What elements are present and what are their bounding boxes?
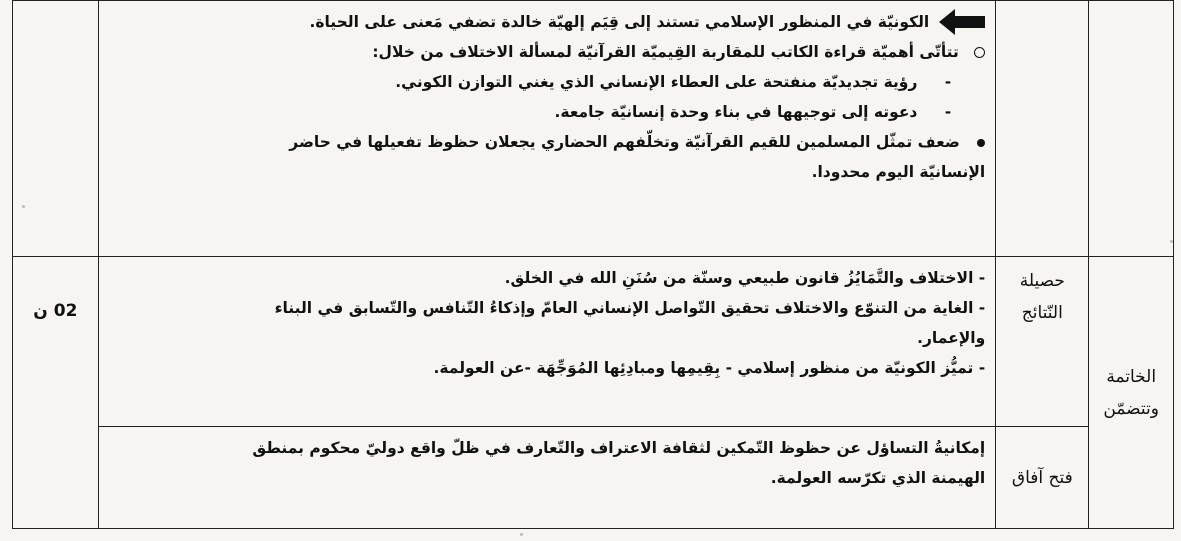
results-label-cell [996,257,1089,427]
scan-speck [1170,240,1173,243]
dash-bullet-icon: - [944,73,952,91]
correction-grid-table [12,0,1174,529]
conclusion-label-1: الخاتمة [1106,366,1157,387]
top-line-6: الإنسانيّة اليوم محدودا. [811,163,986,181]
conclusion-label-2: وتتضمّن [1103,398,1159,419]
bullet-line-circle [111,37,986,67]
results-content-cell [98,257,996,427]
scan-speck [520,533,523,536]
top-line-4: دعوته إلى توجيهها في بناء وحدة إنسانيّة جامعة. [554,103,918,121]
dash-line-2 [111,97,986,127]
dash-bullet-icon: - [944,103,952,121]
dot-bullet-icon [977,139,985,147]
horizons-line-2: الهيمنة الذي تكرّسه العولمة. [770,469,986,487]
scan-speck [22,205,25,208]
horizons-label-cell [996,427,1089,529]
top-line-5: ضعف تمثّل المسلمين للقيم القرآنيّة وتخلّفهم الحضاري يجعلان حظوظ تفعيلها في حاضر [289,133,960,151]
results-label-1: حصيلة [1019,271,1065,291]
top-line-2: تتأتّى أهميّة قراءة الكاتب للمقاربة القِيميّة القرآنيّة لمسألة الاختلاف من خلال: [372,43,959,61]
results-line-3: والإعمار. [917,329,986,347]
top-line-3: رؤية تجديديّة منفتحة على العطاء الإنساني الذي يغني التوازن الكوني. [395,73,918,91]
circle-bullet-icon [974,47,985,58]
table-row-results [13,257,1174,427]
left-arrow-icon [939,9,985,35]
arrow-line [111,7,986,37]
dash-line-1 [111,67,986,97]
horizons-content-cell [98,427,996,529]
grade-cell [13,257,99,529]
element-cell-empty [996,1,1089,257]
results-line-2: - الغاية من التنوّع والاختلاف تحقيق التّواصل الإنساني العامّ وإذكاءُ التّنافس والتّسابق في البناء [274,299,986,317]
results-line-4: - تميُّز الكونيّة من منظور إسلامي - بِقِيمِها ومبادِئِها المُوَجِّهَة -عن العولمة. [433,359,986,377]
horizons-line-1: إمكانيةُ التساؤل عن حظوظ التّمكين لثقافة الاعتراف والتّعارف في ظلّ واقع دوليّ محكوم بمنطق [252,439,986,457]
conclusion-section-cell [1089,257,1174,529]
horizons-label: فتح آفاق [1011,467,1073,488]
grade-value: 02 ن [33,301,78,321]
results-label-2: النّتائج [1021,303,1063,323]
table-row-development [13,1,1174,257]
dot-line [111,127,986,157]
section-cell-empty [1089,1,1174,257]
table-row-horizons [13,427,1174,529]
grade-cell-empty [13,1,99,257]
top-line-1: الكونيّة في المنظور الإسلامي تستند إلى قِيَم إلهيّة خالدة تضفي مَعنى على الحياة. [309,13,930,31]
results-line-1: - الاختلاف والتَّمَايُزُ قانون طبيعي وسنّة من سُنَنِ الله في الخلق. [504,269,986,287]
development-content-cell [98,1,996,257]
